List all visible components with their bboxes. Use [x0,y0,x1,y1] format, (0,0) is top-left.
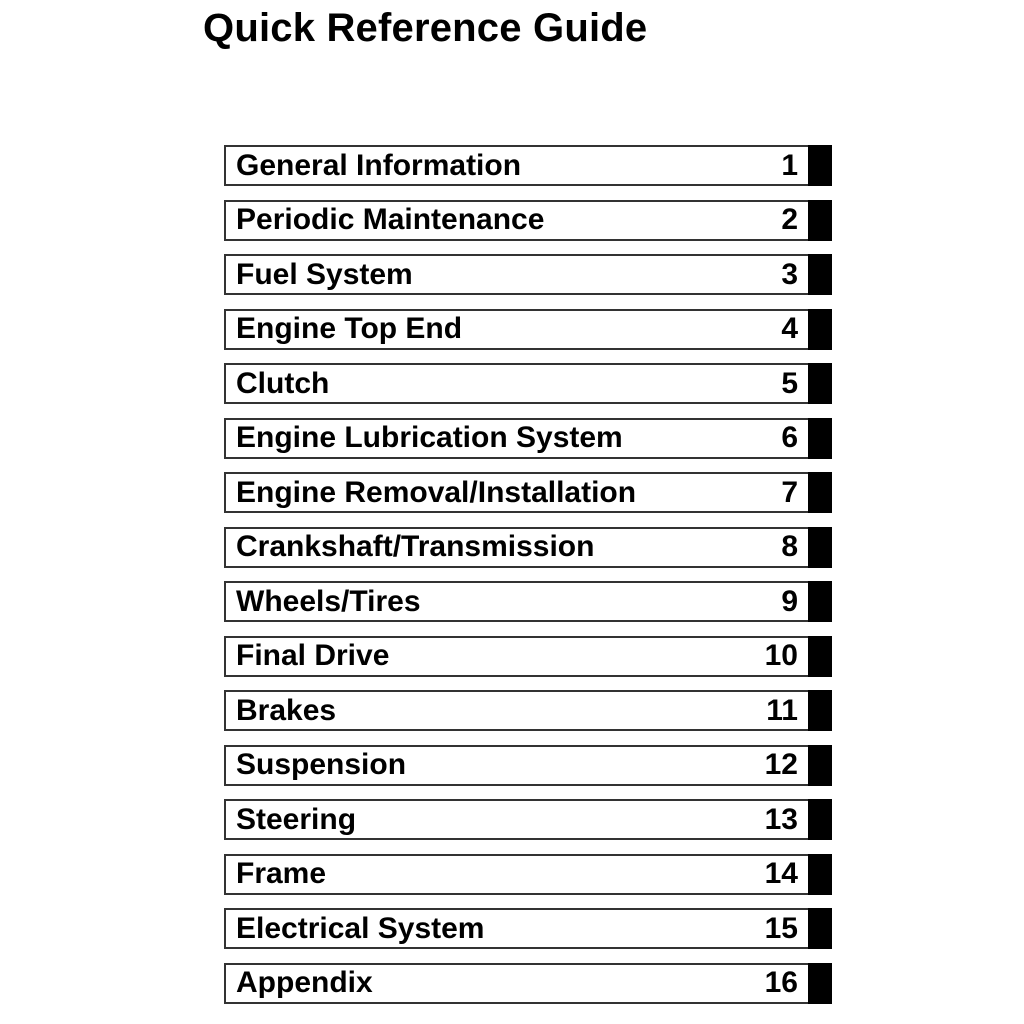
section-number: 9 [781,584,798,618]
section-tab [808,363,832,404]
section-tab [808,581,832,622]
section-label: General Information [236,148,522,182]
section-number: 10 [764,639,798,672]
section-label: Clutch [236,366,330,400]
section-label: Fuel System [236,257,413,291]
section-row-brakes[interactable] [224,690,832,731]
section-label: Engine Top End [236,312,463,345]
section-row-periodic-maintenance[interactable] [224,200,832,241]
section-number: 8 [781,530,798,563]
section-index [224,145,832,1017]
section-tab [808,799,832,840]
section-number: 7 [781,475,798,509]
section-label: Final Drive [236,639,390,672]
section-tab [808,636,832,677]
page-title: Quick Reference Guide [203,6,648,50]
section-row-wheels-tires[interactable] [224,581,832,622]
section-number: 1 [781,148,798,182]
section-row-engine-top-end[interactable] [224,309,832,350]
section-tab [808,745,832,786]
section-number: 4 [781,312,798,345]
section-tab [808,145,832,186]
section-label: Wheels/Tires [236,584,421,618]
section-row-engine-removal-installation[interactable] [224,472,832,513]
section-tab [808,309,832,350]
section-label: Steering [236,802,357,836]
section-number: 15 [764,911,798,945]
section-label: Periodic Maintenance [236,203,545,236]
section-number: 6 [781,421,798,454]
section-tab [808,527,832,568]
section-number: 12 [764,748,798,781]
section-tab [808,963,832,1004]
section-label: Crankshaft/Transmission [236,530,595,563]
section-number: 16 [764,966,798,999]
section-number: 14 [764,857,798,890]
section-number: 11 [766,693,798,727]
section-label: Engine Removal/Installation [236,475,637,509]
section-label: Appendix [236,966,373,999]
section-tab [808,908,832,949]
section-label: Frame [236,857,327,890]
section-number: 5 [781,366,798,400]
section-tab [808,690,832,731]
section-row-crankshaft-transmission[interactable] [224,527,832,568]
section-row-fuel-system[interactable] [224,254,832,295]
section-label: Suspension [236,748,407,781]
section-row-final-drive[interactable] [224,636,832,677]
section-tab [808,200,832,241]
section-label: Electrical System [236,911,485,945]
section-tab [808,418,832,459]
section-label: Brakes [236,693,337,727]
section-tab [808,472,832,513]
section-row-clutch[interactable] [224,363,832,404]
section-number: 13 [764,802,798,836]
section-tab [808,854,832,895]
section-row-steering[interactable] [224,799,832,840]
section-row-appendix[interactable] [224,963,832,1004]
section-row-frame[interactable] [224,854,832,895]
section-row-suspension[interactable] [224,745,832,786]
section-label: Engine Lubrication System [236,421,623,454]
section-number: 2 [781,203,798,236]
section-tab [808,254,832,295]
section-row-engine-lubrication-system[interactable] [224,418,832,459]
section-row-electrical-system[interactable] [224,908,832,949]
section-row-general-information[interactable] [224,145,832,186]
section-number: 3 [781,257,798,291]
